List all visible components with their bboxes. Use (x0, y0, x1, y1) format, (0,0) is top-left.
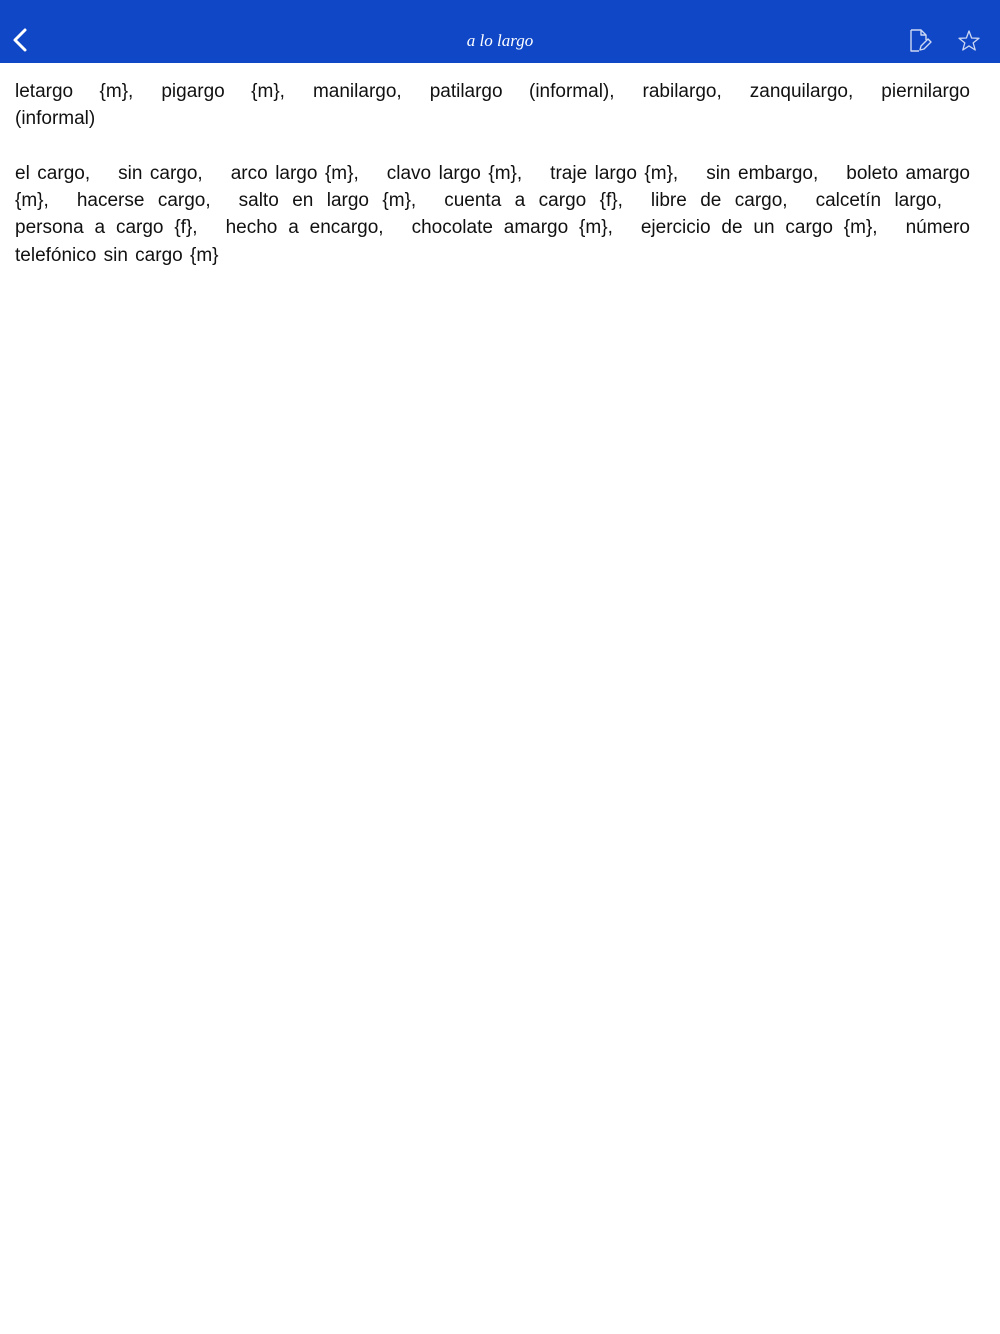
term-link[interactable]: arco largo {m}, (230, 162, 359, 184)
term-link[interactable]: libre de cargo, (650, 190, 788, 212)
term-link[interactable]: hecho a encargo, (225, 217, 384, 239)
term-link[interactable]: pigargo {m}, (161, 81, 285, 102)
term-link[interactable]: ejercicio de un cargo {m}, (640, 217, 878, 239)
term-link[interactable]: piernilargo (informal) (15, 81, 971, 130)
star-outline-icon (957, 29, 981, 53)
term-link[interactable]: salto en largo {m}, (238, 190, 417, 212)
term-link[interactable]: cuenta a cargo {f}, (444, 190, 623, 212)
term-link[interactable]: número telefónico sin cargo {m} (15, 217, 970, 266)
edit-note-icon (906, 28, 932, 54)
back-button[interactable] (4, 20, 36, 60)
term-link[interactable]: sin embargo, (706, 162, 819, 184)
term-link[interactable]: boleto amargo {m}, (15, 162, 970, 212)
term-link[interactable]: el cargo, (15, 162, 91, 184)
phrases-paragraph (15, 160, 970, 269)
navigation-bar (0, 0, 1000, 63)
term-link[interactable]: traje largo {m}, (550, 162, 679, 184)
term-link[interactable]: persona a cargo {f}, (15, 217, 198, 239)
term-link[interactable]: letargo {m}, (15, 81, 134, 102)
term-link[interactable]: chocolate amargo {m}, (411, 217, 613, 239)
favorite-button[interactable] (954, 26, 984, 56)
term-link[interactable]: calcetín largo, (815, 190, 942, 212)
term-link[interactable]: manilargo, (312, 81, 402, 102)
edit-button[interactable] (904, 26, 934, 56)
related-terms-content (15, 78, 970, 296)
term-link[interactable]: patilargo (informal), (429, 81, 615, 102)
chevron-left-icon (11, 27, 29, 53)
term-link[interactable]: hacerse cargo, (76, 190, 211, 212)
page-title: a lo largo (466, 31, 534, 50)
term-link[interactable]: sin cargo, (118, 162, 203, 184)
term-link[interactable]: zanquilargo, (749, 81, 854, 102)
compound-words-paragraph (15, 78, 970, 133)
term-link[interactable]: rabilargo, (642, 81, 722, 102)
term-link[interactable]: clavo largo {m}, (386, 162, 523, 184)
